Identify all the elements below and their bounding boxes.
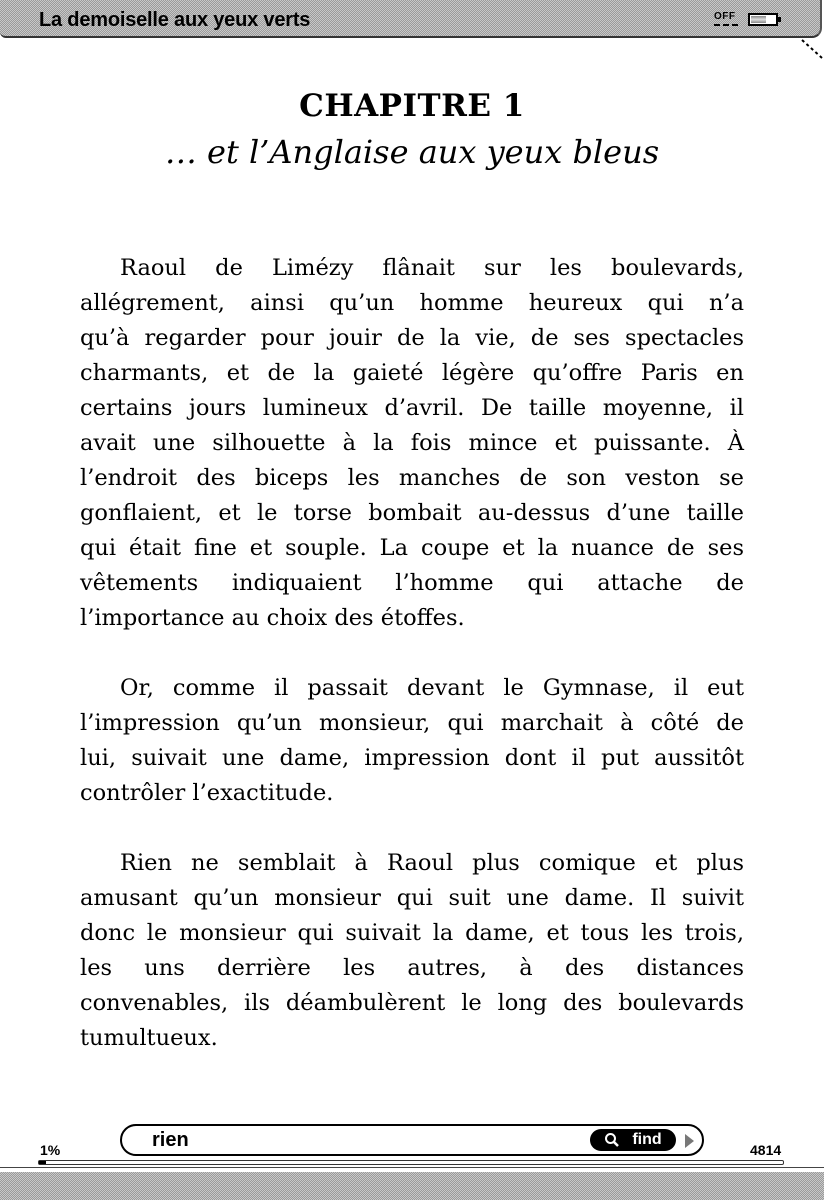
text-line: certains jours lumineux d’avril. De taille moyenne, il	[80, 395, 744, 421]
text-line: vêtements indiquaient l’homme qui attache de	[80, 570, 744, 596]
text-line: tumultueux.	[80, 1025, 218, 1051]
text-line: l’impression qu’un monsieur, qui marchait à côté de	[80, 710, 744, 736]
text-line: gonflaient, et le torse bombait au-dessus d’une taille	[80, 500, 744, 526]
footer-divider	[0, 1167, 824, 1168]
chapter-title: CHAPITRE 1	[299, 88, 525, 124]
text-line: amusant qu’un monsieur qui suit une dame. Il suivit	[80, 885, 744, 911]
text-line: les uns derrière les autres, à des distances	[80, 955, 744, 981]
text-line: avait une silhouette à la fois mince et puissante. À	[80, 430, 744, 456]
reading-progress-fill	[39, 1161, 46, 1164]
search-box[interactable]	[120, 1124, 704, 1156]
search-icon	[604, 1132, 620, 1148]
text-line: donc le monsieur qui suivait la dame, et tous les trois,	[80, 920, 744, 946]
search-input[interactable]	[152, 1128, 572, 1152]
wireless-off-icon	[714, 24, 738, 26]
text-line: qu’à regarder pour jouir de la vie, de ses spectacles	[80, 325, 744, 351]
text-line: l’importance au choix des étoffes.	[80, 605, 465, 631]
text-line: allégrement, ainsi qu’un homme heureux qui n’a	[80, 290, 744, 316]
text-line: charmants, et de la gaieté légère qu’offre Paris en	[80, 360, 744, 386]
text-line: Rien ne semblait à Raoul plus comique et plus	[120, 850, 744, 876]
location-number: 4814	[750, 1142, 782, 1158]
find-button-label: find	[632, 1131, 662, 1148]
battery-icon	[748, 13, 778, 26]
text-line: Raoul de Limézy flânait sur les boulevards,	[120, 255, 744, 281]
find-button[interactable]	[590, 1129, 676, 1151]
text-line: Or, comme il passait devant le Gymnase, il eut	[120, 675, 744, 701]
next-result-arrow-icon[interactable]	[685, 1134, 694, 1148]
chapter-subtitle: … et l’Anglaise aux yeux bleus	[164, 133, 660, 171]
title-bar	[0, 0, 822, 38]
paragraph	[80, 671, 744, 811]
reading-progress-percent: 1%	[40, 1142, 61, 1158]
chapter-heading	[0, 86, 824, 178]
battery-level	[751, 16, 766, 23]
footer-bar	[0, 1120, 824, 1170]
book-title: La demoiselle aux yeux verts	[39, 9, 311, 31]
reading-progress-bar[interactable]	[38, 1160, 784, 1165]
bottom-bezel	[0, 1172, 824, 1200]
text-line: lui, suivait une dame, impression dont il put aussitôt	[80, 745, 744, 771]
text-line: l’endroit des biceps les manches de son veston se	[80, 465, 744, 491]
text-line: contrôler l’exactitude.	[80, 780, 334, 806]
book-body-text	[80, 251, 744, 1056]
text-line: convenables, ils déambulèrent le long des boulevards	[80, 990, 744, 1016]
wireless-status	[714, 12, 738, 26]
paragraph	[80, 846, 744, 1056]
bookmark-corner-icon[interactable]	[800, 38, 824, 60]
battery-tip	[778, 17, 781, 22]
text-line: qui était fine et souple. La coupe et la nuance de ses	[80, 535, 744, 561]
wireless-status-label: OFF	[714, 11, 736, 22]
paragraph	[80, 251, 744, 636]
